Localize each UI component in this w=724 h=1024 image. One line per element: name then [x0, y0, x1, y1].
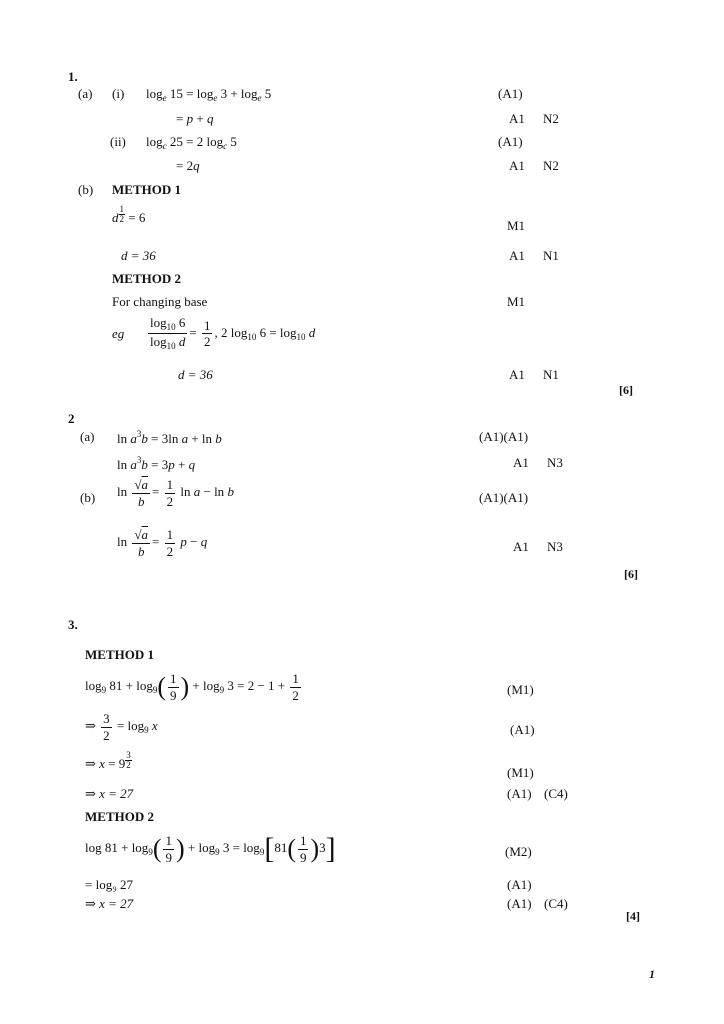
q3-m1-step3: ⇒ x = 9 $\frac{3}{2}$ — [85, 750, 131, 771]
q3-m2-step2: = log₉ 27 — [85, 877, 133, 892]
q3-m2-line1-mark: (M2) — [505, 844, 532, 859]
q1-sub-i-label: (i) — [112, 86, 125, 101]
q3-m1-line1-mark: (M1) — [507, 682, 534, 697]
q1-line4-mark-a: A1 — [509, 158, 525, 173]
q1-part-a-label: (a) — [78, 86, 93, 101]
q3-m2-result: ⇒ x = 27 — [85, 896, 134, 911]
q3-m1-result: ⇒ x = 27 — [85, 786, 134, 801]
q1-m1-line1-mark: M1 — [507, 218, 526, 233]
q1-method2-heading: METHOD 2 — [112, 271, 181, 286]
q1-m1-equation: d $\frac{1}{2}$ = 6 — [112, 204, 146, 225]
q2-line1-mark: (A1)(A1) — [479, 429, 529, 444]
q1-line3-mark: (A1) — [498, 134, 523, 149]
q3-m1-result-mark-a: (A1) — [507, 786, 532, 801]
q1-part-b-label: (b) — [78, 182, 94, 197]
question-3-number: 3. — [68, 617, 78, 632]
page-number: 1 — [649, 967, 655, 981]
q1-m1-result-mark-n: N1 — [543, 248, 559, 263]
q1-m2-change-base: For changing base — [112, 294, 208, 309]
q1-m2-result: d = 36 — [178, 367, 213, 382]
q1-m1-result: d = 36 — [121, 248, 156, 263]
q1-a-i-result: = p + q — [176, 111, 214, 126]
q1-a-i-equation: $\log_e 15 = \log_e 3 + \log_e 5$ — [146, 86, 272, 103]
q2-line3-mark: (A1)(A1) — [479, 490, 529, 505]
q1-a-ii-result: = 2q — [176, 158, 200, 173]
q2-line4-mark-a: A1 — [513, 539, 529, 554]
q3-m2-line2-mark: (A1) — [507, 877, 532, 892]
q1-m1-result-mark-a: A1 — [509, 248, 525, 263]
question-1-number: 1. — [68, 69, 78, 84]
q1-total-marks: [6] — [619, 383, 633, 397]
q1-m2-change-mark: M1 — [507, 294, 526, 309]
q3-m1-line2-mark: (A1) — [510, 722, 535, 737]
q3-method1-heading: METHOD 1 — [85, 647, 154, 662]
q1-sub-ii-label: (ii) — [110, 134, 126, 149]
q3-m1-result-mark-c: (C4) — [544, 786, 568, 801]
q1-line2-mark-n: N2 — [543, 111, 559, 126]
q1-line2-mark-a: A1 — [509, 111, 525, 126]
q1-m2-result-mark-n: N1 — [543, 367, 559, 382]
q2-total-marks: [6] — [624, 567, 638, 581]
q2-line2-mark-n: N3 — [547, 455, 563, 470]
q3-m1-line3-mark: (M1) — [507, 765, 534, 780]
q3-m1-equation: $\log_9 81 + \log_9$( $\frac{1}{9}$ ) + $\log_9 3 = 2 - 1$ + $\frac{1}{2}$ — [85, 671, 299, 703]
q3-method2-heading: METHOD 2 — [85, 809, 154, 824]
q3-total-marks: [4] — [626, 909, 640, 923]
q2-b-result: ln $\frac{√a}{b}$ = $\frac{1}{2}$ p − q — [117, 527, 208, 559]
q2-line2-mark-a: A1 — [513, 455, 529, 470]
q2-a-result: $\ln a^3b = 3p + q$ — [117, 455, 196, 472]
q1-m2-result-mark-a: A1 — [509, 367, 525, 382]
q1-line1-mark: (A1) — [498, 86, 523, 101]
q2-part-b-label: (b) — [80, 490, 96, 505]
q1-method1-heading: METHOD 1 — [112, 182, 181, 197]
q2-a-equation: $\ln a^3b = 3\ln$ a + ln b — [117, 429, 222, 446]
q3-m2-result-mark-a: (A1) — [507, 896, 532, 911]
q2-b-equation: ln $\frac{√a}{b}$ = $\frac{1}{2}$ ln a − ln b — [117, 477, 234, 509]
q1-a-ii-equation: $\log_c 25 = 2$ $\log_c 5$ — [146, 134, 237, 151]
q1-m2-equation: $\frac{\log_{10} 6}{\log_{10} d}$ = $\frac{1}{2}$ , 2 $\log_{10} 6 = \log_{10} d$ — [150, 315, 316, 352]
q2-part-a-label: (a) — [80, 429, 95, 444]
q2-line4-mark-n: N3 — [547, 539, 563, 554]
q1-m2-eg: eg — [112, 326, 125, 341]
q3-m2-equation: $\log 81 + \log_9$( $\frac{1}{9}$ ) + $\log_9 3 = \log_9[81$( $\frac{1}{9}$ )3] — [85, 832, 336, 866]
q3-m1-step2: ⇒ $\frac{3}{2}$ = $\log_9 x$ — [85, 711, 158, 743]
q3-m2-result-mark-c: (C4) — [544, 896, 568, 911]
question-2-number: 2 — [68, 411, 75, 426]
q1-line4-mark-n: N2 — [543, 158, 559, 173]
